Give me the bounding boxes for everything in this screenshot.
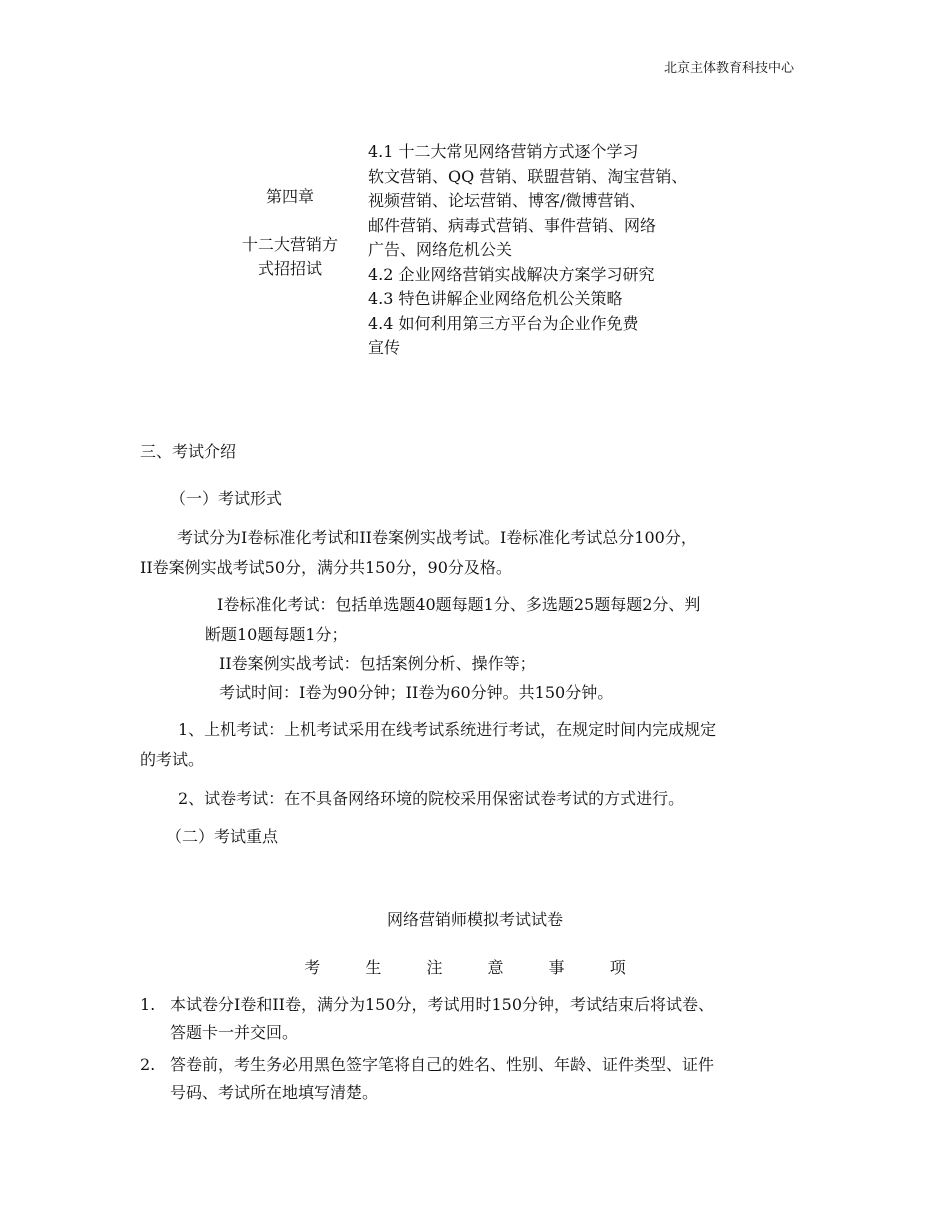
chapter-line: 邮件营销、病毒式营销、事件营销、网络 <box>368 215 657 235</box>
paragraph-line: 2、试卷考试：在不具备网络环境的院校采用保密试卷考试的方式进行。 <box>178 789 685 808</box>
exam-item: 考试时间：I卷为90分钟；II卷为60分钟。共150分钟。 <box>219 683 614 702</box>
exam-item: 断题10题每题1分； <box>205 625 348 644</box>
chapter-content <box>368 140 713 361</box>
chapter-title-line: 十二大营销方 <box>241 235 338 254</box>
exam-item: II卷案例实战考试：包括案例分析、操作等； <box>219 654 536 673</box>
chapter-title <box>225 233 355 281</box>
notice-title: 考 生 注 意 事 项 <box>304 958 646 977</box>
exam-item: I卷标准化考试：包括单选题40题每题1分、多选题25题每题2分、判 <box>217 595 701 614</box>
note-number: 1. <box>140 995 156 1014</box>
chapter-line: 视频营销、论坛营销、博客/微博营销、 <box>368 191 646 210</box>
section-heading: 三、考试介绍 <box>140 442 237 461</box>
chapter-line: 4.2 企业网络营销实战解决方案学习研究 <box>368 264 655 284</box>
chapter-label <box>225 185 355 209</box>
chapter-number: 第四章 <box>265 187 314 206</box>
subsection-heading: （二）考试重点 <box>166 827 279 846</box>
header-org: 北京主体教育科技中心 <box>664 61 795 76</box>
note-line: 号码、考试所在地填写清楚。 <box>170 1083 379 1102</box>
paragraph-line: 的考试。 <box>140 750 205 769</box>
paragraph-line: 考试分为I卷标准化考试和II卷案例实战考试。I卷标准化考试总分100分， <box>177 528 697 547</box>
paragraph-line: 1、上机考试：上机考试采用在线考试系统进行考试，在规定时间内完成规定 <box>178 720 717 739</box>
note-line: 本试卷分I卷和II卷，满分为150分，考试用时150分钟，考试结束后将试卷、 <box>170 995 715 1014</box>
exam-title: 网络营销师模拟考试试卷 <box>386 910 563 929</box>
chapter-line: 广告、网络危机公关 <box>368 240 513 259</box>
chapter-line: 4.4 如何利用第三方平台为企业作免费 <box>368 313 639 333</box>
paragraph-line: II卷案例实战考试50分，满分共150分，90分及格。 <box>140 558 512 577</box>
note-line: 答卷前，考生务必用黑色签字笔将自己的姓名、性别、年龄、证件类型、证件 <box>170 1055 715 1074</box>
chapter-line: 4.3 特色讲解企业网络危机公关策略 <box>368 289 623 308</box>
chapter-line: 软文营销、QQ 营销、联盟营销、淘宝营销、 <box>368 166 688 186</box>
chapter-title-line: 式招招试 <box>257 259 322 278</box>
note-number: 2. <box>140 1055 156 1074</box>
subsection-heading: （一）考试形式 <box>170 489 283 508</box>
chapter-line: 4.1 十二大常见网络营销方式逐个学习 <box>368 142 639 161</box>
chapter-line: 宣传 <box>368 338 401 357</box>
note-line: 答题卡一并交回。 <box>170 1023 299 1042</box>
